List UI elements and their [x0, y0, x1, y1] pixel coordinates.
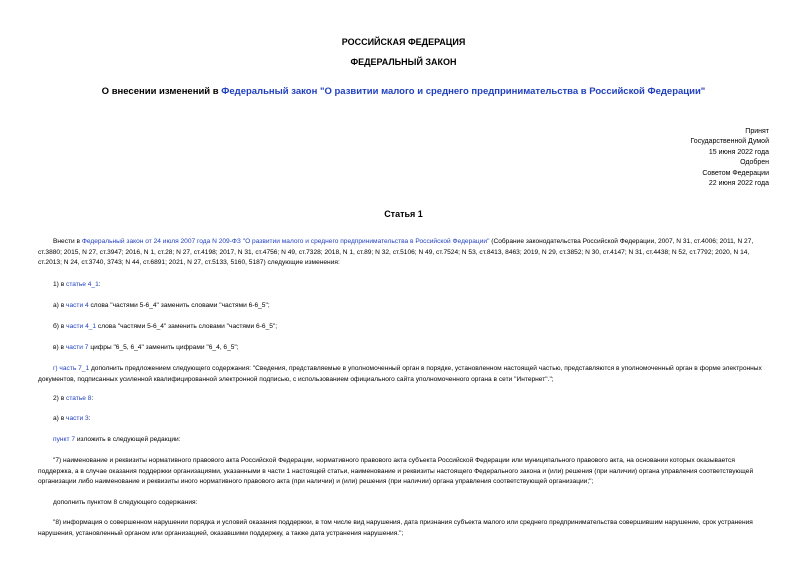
item-1g [38, 364, 770, 385]
item-1a [38, 301, 770, 312]
item-prefix: б) в [53, 323, 67, 330]
item-prefix: а) в [53, 415, 67, 422]
part-7-1-link[interactable]: г) часть 7_1 [53, 365, 90, 372]
item-suffix: : [91, 395, 94, 402]
article-heading: Статья 1 [384, 209, 423, 219]
item-prefix: в) в [53, 344, 66, 351]
law-title-link[interactable]: Федеральный закон "О развитии малого и среднего предпринимательства в Российской Федерации" [221, 86, 706, 97]
law-title-prefix: О внесении изменений в [101, 86, 222, 97]
approval-date: 22 июня 2022 года [708, 180, 769, 188]
item-suffix: цифры "6_5, 6_4" заменить цифрами "6_4, 6_5"; [88, 344, 239, 351]
point-7-link[interactable]: пункт 7 [53, 436, 75, 443]
part-4-link[interactable]: части 4 [66, 302, 89, 309]
adoption-line: Государственной Думой [690, 138, 769, 146]
item-suffix: : [98, 281, 101, 288]
intro-prefix: Внести в [53, 238, 82, 245]
adoption-line: Принят [745, 128, 769, 135]
item-1b [38, 322, 770, 333]
part-7-link[interactable]: части 7 [65, 344, 89, 351]
item-suffix: изложить в следующей редакции: [75, 436, 181, 443]
part-3-link[interactable]: части 3 [66, 415, 89, 422]
item-suffix: дополнить предложением следующего содержания: "Сведения, представляемые в уполномоченный орган в порядке, установленном настоящей частью, представляются в уполномоченный орган в форме электронных документов, подписанных усиленной квалифицированной электронной подписью, с использованием официального сайта уполномоченного органа в сети "Интернет"."; [38, 365, 762, 383]
item-2a [38, 414, 770, 425]
quote-point-7: "7) наименование и реквизиты нормативного правового акта Российской Федерации, нормативного правового акта субъекта Российской Федерации или муниципального правового акта, на основании которых оказывается поддержка, а в случае оказания поддержки организациями, указанными в части 1 настоящей статьи, наименование и реквизиты настоящего Федерального закона и (или) решения (при наличии) органа управления соответствующей организации либо наименование и реквизиты иного нормативного правового акта (при наличии) и (или) решения (при наличии) органа управления соответствующей организации;"; [38, 457, 754, 486]
adoption-block [690, 127, 769, 189]
item-suffix: слова "частями 5-6_4" заменить словами "частями 6-6_5"; [88, 302, 270, 309]
add-point-8: дополнить пунктом 8 следующего содержания: [53, 499, 198, 506]
quote-point-8: "8) информация о совершенном нарушении порядка и условий оказания поддержки, в том числе вид нарушения, дата признания субъекта малого или среднего предпринимательства совершившим нарушение, срок устранения нарушения, установленный органом или организацией, оказавшими поддержку, а также дата устранения нарушения."; [38, 519, 753, 537]
article-4-1-link[interactable]: статье 4_1 [66, 281, 99, 288]
item-suffix: слова "частями 5-6_4" заменить словами "частями 6-6_5"; [96, 323, 278, 330]
approval-line: Одобрен [740, 159, 769, 167]
federation-title: РОССИЙСКАЯ ФЕДЕРАЦИЯ [341, 37, 466, 47]
approval-line: Советом Федерации [702, 169, 769, 177]
item-prefix: 2) в [53, 395, 67, 402]
law-title [0, 86, 807, 97]
article-8-link[interactable]: статье 8 [66, 395, 92, 402]
item-prefix: 1) в [53, 281, 67, 288]
item-prefix: а) в [53, 302, 67, 309]
item-2 [38, 394, 770, 405]
adoption-date: 15 июня 2022 года [708, 148, 769, 156]
item-1v [38, 343, 770, 354]
part-4-1-link[interactable]: части 4_1 [66, 323, 97, 330]
intro-suffix: (Собрание законодательства Российской Федерации, 2007, N 31, ст.4006; 2011, N 27, ст.3880; 2015, N 27, ст.3947; 2016, N 1, ст.28; N 27, ст.4198; 2017, N 31, ст.4756; N 49, ст.7328; 2018, N 1, ст.89; N 32, ст.5106; N 49, ст.7524; N 53, ст.8413, 8463; 2019, N 29, ст.3852; N 30, ст.4147; N 31, ст.4438; N 52, ст.7792; 2020, N 14, ст.2013; N 24, ст.3740, 3743; N 44, ст.6891; 2021, N 27, ст.5133, 5160, 5187) следующие изменения: [38, 238, 754, 267]
law-type-title: ФЕДЕРАЛЬНЫЙ ЗАКОН [350, 57, 457, 67]
item-suffix: : [88, 415, 91, 422]
item-2a-point [38, 435, 770, 446]
item-1 [38, 280, 770, 291]
article-intro [38, 237, 770, 269]
intro-law-link[interactable]: Федеральный закон от 24 июля 2007 года N 209-ФЗ "О развитии малого и среднего предпринимательства в Российской Федерации" [81, 238, 490, 245]
